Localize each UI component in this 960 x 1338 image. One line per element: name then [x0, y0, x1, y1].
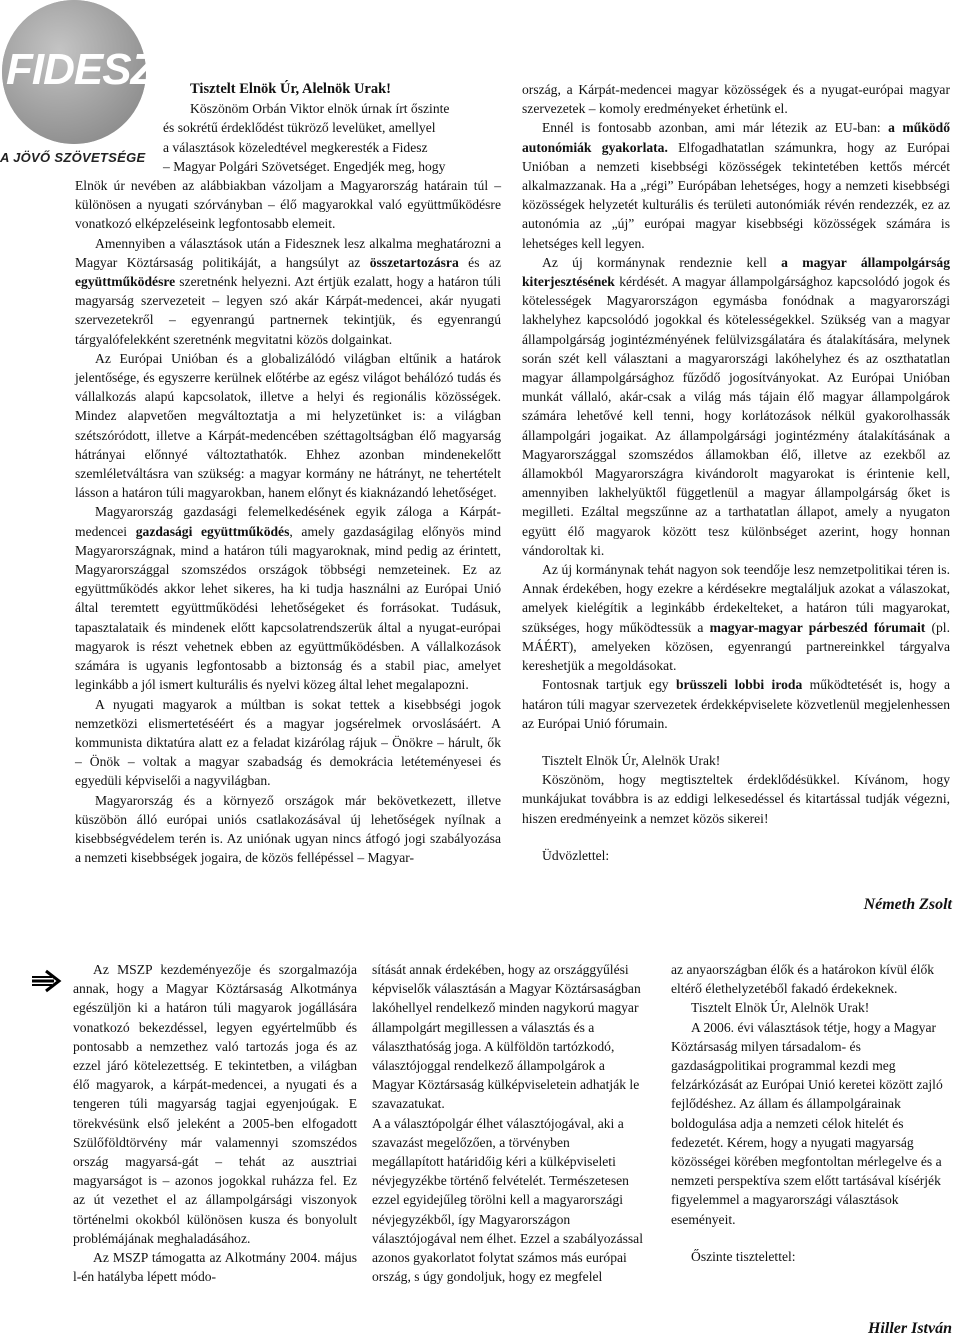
paragraph-6: Magyarország és a környező országok már bekövetkezett, illetve küszöbön álló európai uniós csatlakozásával új lehetőségek nyílnak a kisebbségvédelem terén is. Az uniónak ugyan nincs átfogó jogi szabályozása a nemzeti kisebbségek jogaira, de közös fellépéssel – Magyar- [75, 792, 501, 866]
closing-salutation: Tisztelt Elnök Úr, Alelnök Urak! [542, 752, 721, 768]
letter1-column1 [75, 80, 501, 867]
l2-c1-paragraph-1: Az MSZP kezdeményezője és szorgalmazója annak, hogy a Magyar Köztársaság Alkotmánya egészüljön ki a határon túli magyarok jogállására vonatkozó bekezdéssel, legyen egyértelműbb és pontosabb a nemzethez való tartozás joga és az ezzel járó kötelezettség. E tekintetben, a világban élő magyarok, a kárpát-medencei, a nyugati és a tengeren túli magyarság tagjai egyenjoúgak. E törekvésünk első jeleként a 2005-ben elfogadott Szülőföldtörvény már valamennyi szomszédos ország magyarsá-gát – tehát az ausztriai magyarságot is – azonos jogokkal ruházza fel. Ez az út vezethet el az állampolgársági viszonyok történelmi okokból különösen kusza és bonyolult problémájának meghaladásához. [73, 962, 357, 1246]
arrow-right-icon [30, 968, 62, 999]
paragraph-2: Amennyiben a választások után a Fidesznek lesz alkalma meghatározni a Magyar Köztársaság politikáját, a hangsúlyt az összetartozásra és az együttműködésre szeretnénk helyezni. Azt értjük ezalatt, hogy a határon túli magyarság szervezeteit – legyen szó akár Kárpát-medencei, akár nyugati szervezetekről – egyenrangú partnernek tekintjük, és egyenrangú tárgyalófelekként szeretnénk megvitatni közös dolgainkat. [75, 235, 501, 347]
paragraph-1: Elnök úr nevében az alábbiakban vázoljam a Magyarország határain túl – különösen a nyugati szórványban – élő magyarokkal való együttműködésre vonatkozó elképzeléseink legfontosabb elemeit. [75, 178, 501, 232]
c2-paragraph-1: ország, a Kárpát-medencei magyar közösségek és a nyugat-európai magyar szervezetek – komoly eredményeket érhetünk el. [522, 82, 950, 117]
c2-paragraph-4: Az új kormánynak tehát nagyon sok teendője lesz nemzetpolitikai téren is. Annak érdekében, hogy ezekre a kérdésekre megtaláljuk azokat a válaszokat, amelyek kielégítik a leginkább érdekelteket, a határon túli magyarokat, szükséges, hogy működtessük a magyar-magyar párbeszéd fórumait (pl. MÁÉRT), amelyeken közösen, egyenrangú partnereinkkel tárgyalva kereshetjük a megoldásokat. [522, 562, 950, 674]
letter1-column2 [522, 80, 950, 865]
logo-word: FIDESZ [6, 45, 157, 94]
intro-line-1: Köszönöm Orbán Viktor elnök úrnak írt őszinte [190, 101, 450, 117]
intro-line-3: a választások közeledtével megkeresték a Fidesz [163, 139, 428, 155]
l2-c3-salutation: Tisztelt Elnök Úr, Alelnök Urak! [691, 1000, 870, 1016]
letter2-column1 [73, 960, 357, 1286]
l2-c2-paragraph-2: A a választópolgár élhet választójogával, aki a szavazást megelőzően, a törvényben megállapított határidőig kéri a külképviseleti névjegyzékbe történő felvételét. Természetesen ezzel egyidejűleg törölni kell a magyarországi névjegyzékből, így Magyarországon választójogával nem élhet. Ezzel a szabályozással azonos gyakorlatot folytat számos más európai ország, s úgy gondoljuk, hogy ez megfelel [372, 1115, 643, 1285]
l2-c1-paragraph-2: Az MSZP támogatta az Alkotmány 2004. május l-én hatályba lépett módo- [73, 1250, 357, 1285]
logo-tagline: A JÖVŐ SZÖVETSÉGE [0, 150, 146, 165]
c2-paragraph-2: Ennél is fontosabb azonban, ami már létezik az EU-ban: a működő autonómiák gyakorlata. Elfogadhatatlan számunkra, hogy az Európai Unióban a nemzeti kisebbségi közösségek tekintetében kettős mércét alkalmazzanak. Ha a „régi” Európában lehetséges, hogy a nemzeti kisebbségi közösségek helyzetét kulturális és területi autonómiák révén rendezzék, ez az autonómia az „új” európai magyar kisebbségi közösségek számára is lehetséges kell legyen. [522, 120, 951, 251]
l2-c2-paragraph-1: sítását annak érdekében, hogy az országgyűlési képviselők választásán a Magyar Köztársaságban lakóhellyel rendelkező minden nagykorú magyar állampolgárt megillessen a választás és a választhatóság joga. A külföldön tartózkodó, választójoggal rendelkező állampolgárok a Magyar Köztársaság külképviseletein adhatják le szavazatukat. [372, 962, 641, 1112]
l2-c3-paragraph-2: A 2006. évi választások tétje, hogy a Magyar Köztársaság milyen társadalom- és gazdaságpolitikai programmal kezdi meg felzárkózását az Európai Unió keretei között zajló fejlődéshez. Az állam és állampolgárainak boldogulása adja a nemzeti célok hitelét és fedezetét. Kérem, hogy a nyugati magyarság közösségei körében megfontoltan mérlegelve és a nemzeti perspektíva szem előtt tartásával kísérjék figyelemmel a magyarországi választások eseményeit. [671, 1019, 943, 1227]
signature-hiller: Hiller István [867, 1320, 952, 1337]
signature-nemeth: Németh Zsolt [863, 896, 952, 913]
l2-c3-paragraph-1: az anyaországban élők és a határokon kívül élők eltérő élethelyzetéből fakadó érdekeknek. [671, 962, 935, 997]
paragraph-5: A nyugati magyarok a múltban is sokat tettek a kisebbségi jogok nemzetközi elismertetéséért és a magyar jogsérelmek orvoslásáért. A kommunista diktatúra alatt ez a feladat kizárólag rájuk – Önökre – hárult, ők – Önök – voltak a magyar szabadság és demokrácia letéteményesei és egyedüli képviselői a nagyvilágban. [75, 696, 501, 789]
letter2-column2 [372, 960, 644, 1286]
paragraph-3: Az Európai Unióban és a globalizálódó világban eltűnik a határok jelentősége, és egyszerre kerülnek előtérbe az egész világot behálózó tudás és vállalkozás alapú kapcsolatok, illetve a helyi és regionális közösségek. Mindez alapvetően megváltoztatja a mi helyzetünket is: a világban szétszóródott, illetve a Kárpát-medencében széttagoltságban élő magyarság hátrányai előnnyé változtathatók. Ehhez azonban mindenekelőtt szemléletváltásra van szükség: a magyar kormány ne hátrányt, ne tehertételt lásson a határon túli magyarokban, hanem előnyt és kiaknázandó lehetőséget. [75, 350, 501, 501]
c2-paragraph-3: Az új kormánynak rendeznie kell a magyar állampolgárság kiterjesztésének kérdését. A magyar állampolgársághoz kapcsolódó jogok és kötelességek Magyarországon egymásba fonódnak a magyarországi lakhelyhez kapcsolódó jogokkal és kötelességekkel. Szükség van a magyar állampolgárság jogintézményének felülvizsgálatára és átalakítására, melynek során szét kell választani a magyarországi lakóhelyhez és az oszthatatlan magyar állampolgársághoz fűződő jogosítványokat. Az Európai Unióban munkát vállaló, akár-csak a világ más tájain élő magyar állampolgárok számára lehetővé kell tenni, hogy korlátozások nélkül gyakorolhassák állampolgári jogaikat. Az állampolgársági jogintézmény átalakításának a Magyarországgal szomszédos államokban élő, illetve az ezekből az államokból Magyarországra kivándorolt magyarokat is érintenie kell, amennyiben lakhelyüktől függetlenül a magyar állampolgárság őket is megilleti. Ezáltal megszűnne az a tarthatatlan állapot, amely a nyugaton együtt élő magyarok között tesz különbséget azerint, hogy honnan vándoroltak ki. [522, 254, 950, 558]
closing-text: Köszönöm, hogy megtiszteltek érdeklődésükkel. Kívánom, hogy munkájukat továbbra is az eddigi lelkesedéssel és kitartással tudják végezni, hiszen eredményeink a nemzet közös sikerei! [522, 772, 950, 826]
paragraph-4: Magyarország gazdasági felemelkedésének egyik záloga a Kárpát-medencei gazdasági együttműködés, amely gazdaságilag előnyös mind Magyarországnak, mind a határon túli magyaroknak, mind pedig az érintett, Magyarországgal szomszédos országok többségi nemzeteinek. Ez az együttműködés akkor lehet sikeres, ha ki tudja használni az Európai Unió által teremtett együttműködési lehetőségeket és forrásokat. Tudásuk, tapasztalataik és mindenek előtt kapcsolatrendszerük által a nyugat-európai magyarok is részt vehetnek ebben az együttműködésben. A vállalkozások számára is ugyanis legfontosabb a biztonság és a stabil piac, amelyet leginkább a jól ismert kulturális és nyelvi közeg által lehet megalapozni. [75, 504, 501, 693]
greeting: Üdvözlettel: [542, 847, 610, 863]
l2-greeting: Őszinte tisztelettel: [691, 1248, 796, 1264]
intro-line-2: és sokrétű érdeklődést tükröző levelüket, amellyel [163, 120, 436, 136]
c2-paragraph-5: Fontosnak tartjuk egy brüsszeli lobbi iroda működtetését is, hogy a határon túli magyar szervezetek érdekképviselete közvetlenül megjelenhessen az Európai Unió fórumain. [522, 677, 951, 731]
intro-line-4: – Magyar Polgári Szövetséget. Engedjék meg, hogy [163, 158, 446, 174]
letter1-salutation: Tisztelt Elnök Úr, Alelnök Urak! [190, 81, 392, 97]
letter2-column3 [671, 960, 953, 1266]
